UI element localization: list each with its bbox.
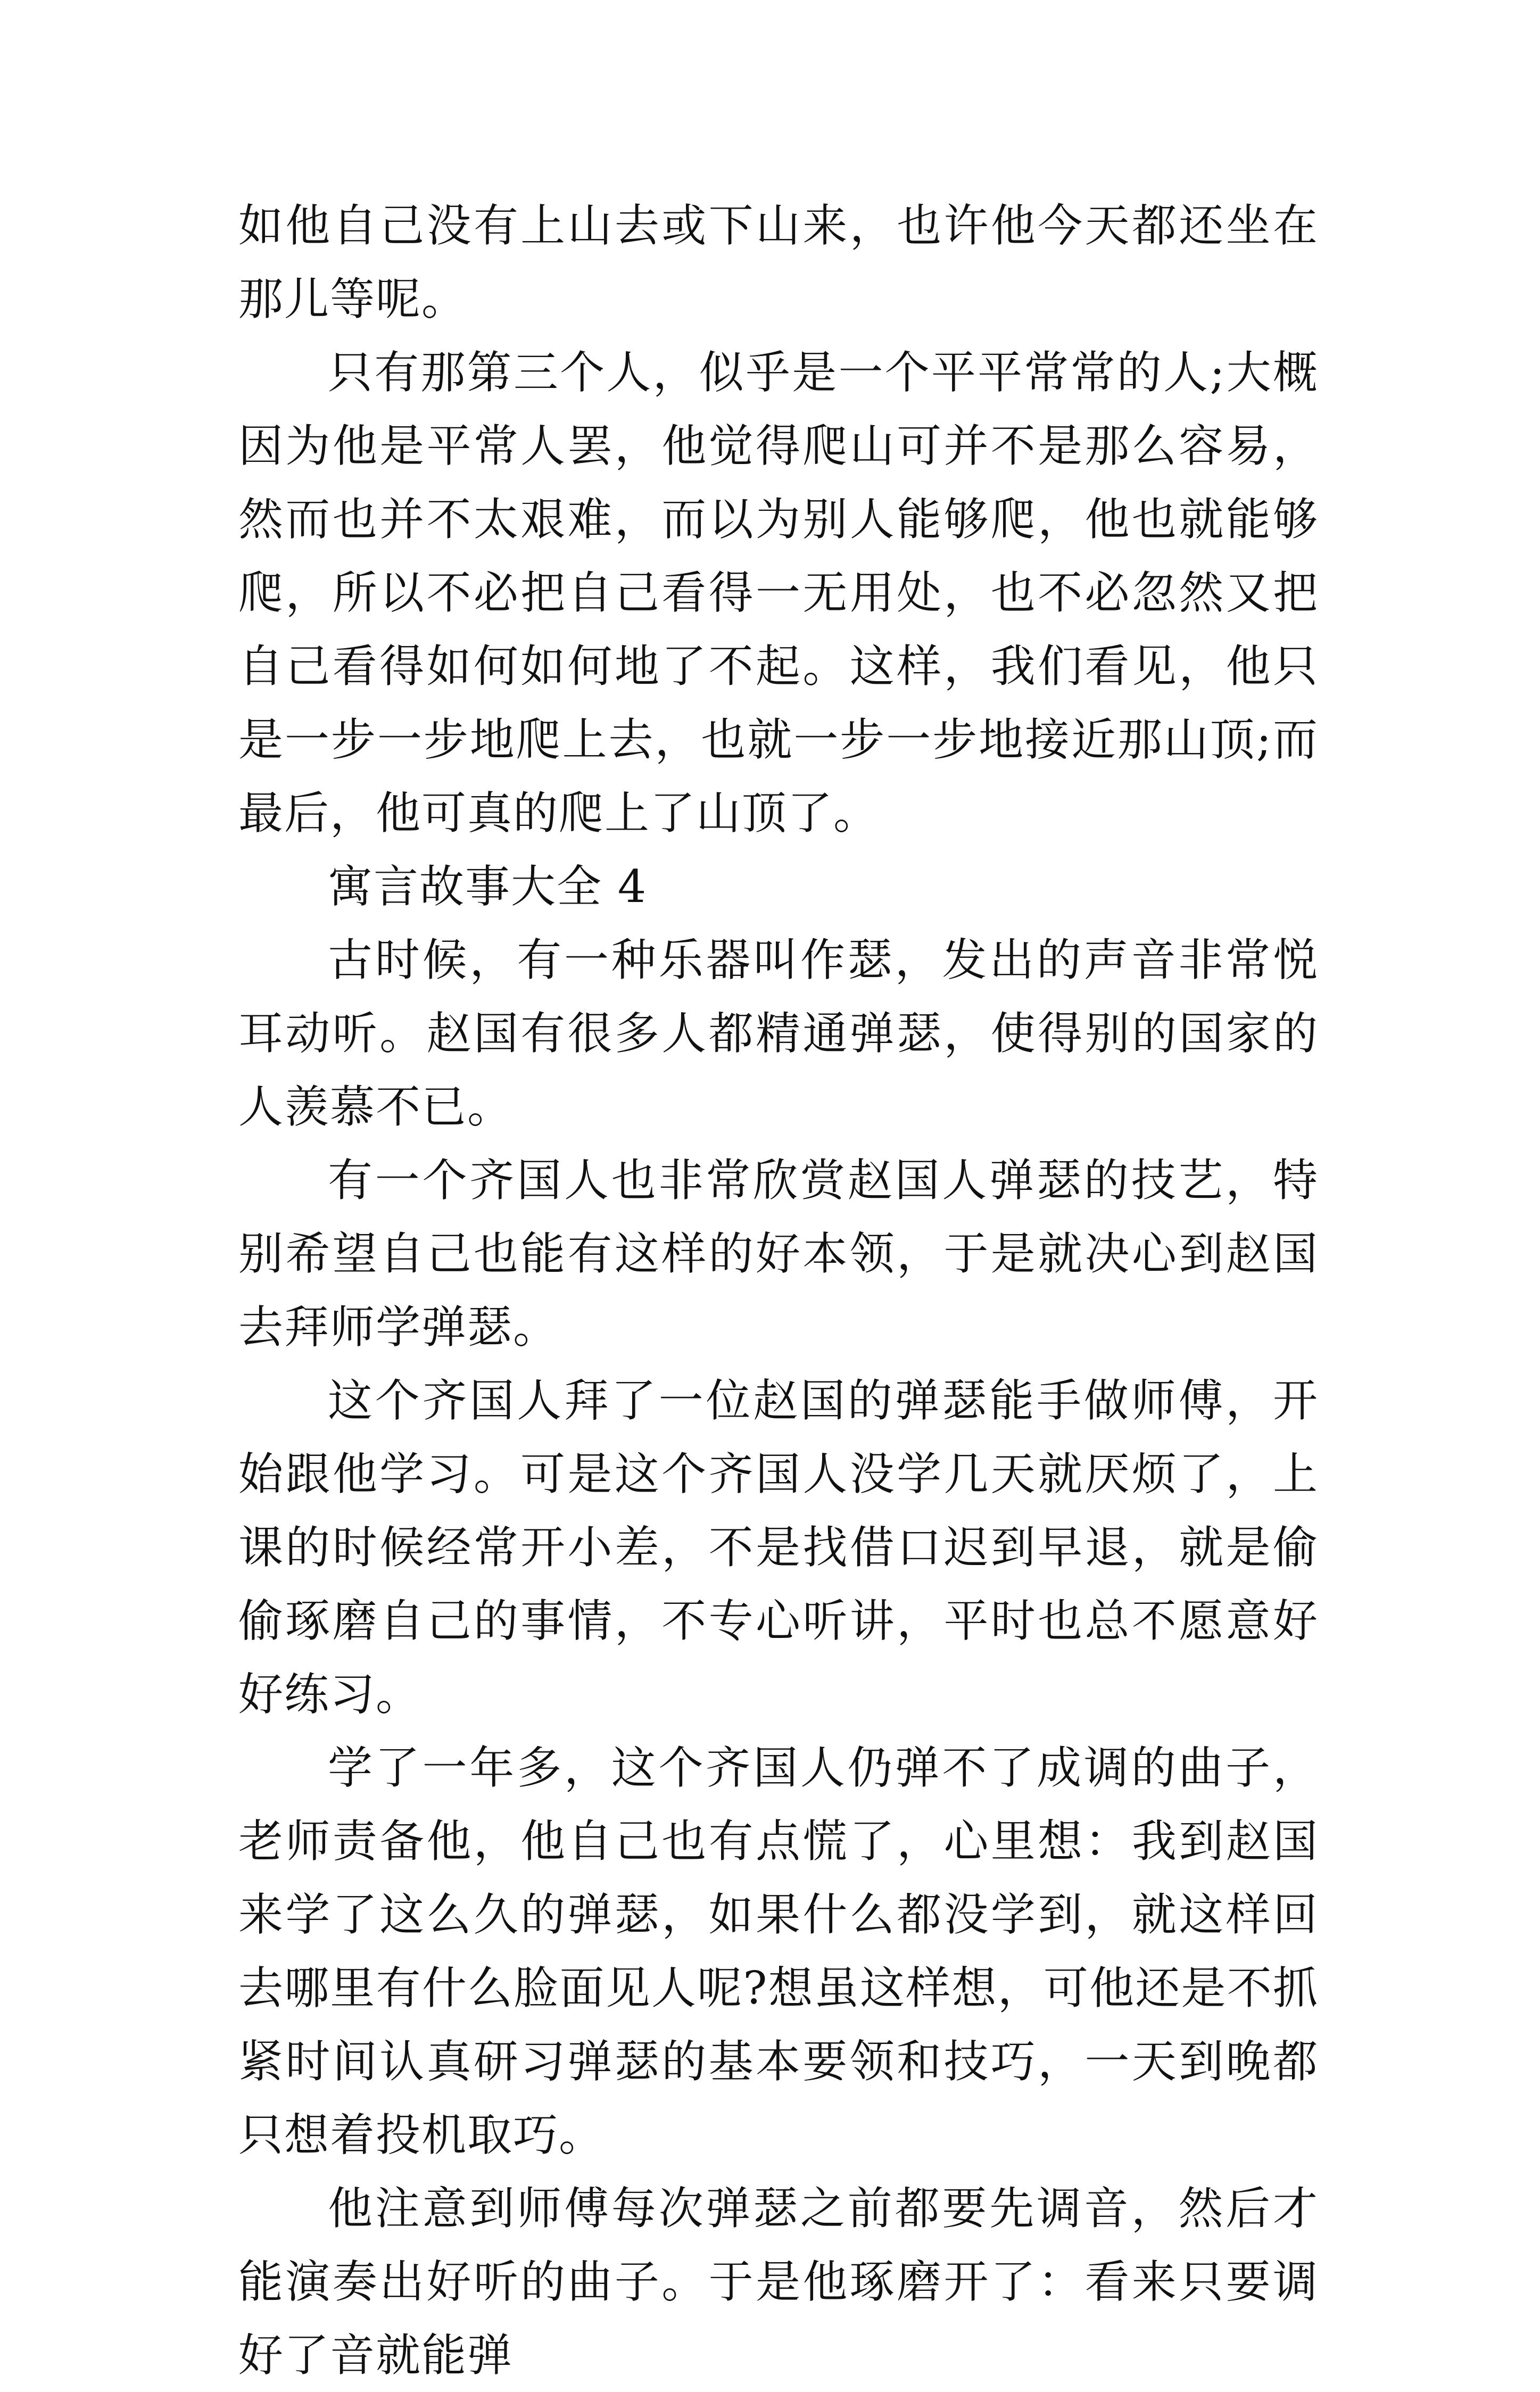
paragraph: 古时候，有一种乐器叫作瑟，发出的声音非常悦耳动听。赵国有很多人都精通弹瑟，使得别的国家的人羡慕不已。 [238, 934, 1319, 1133]
paragraph: 只有那第三个人，似乎是一个平平常常的人;大概因为他是平常人罢，他觉得爬山可并不是那么容易，然而也并不太艰难，而以为别人能够爬，他也就能够爬，所以不必把自己看得一无用处，也不必忽然又把自己看得如何如何地了不起。这样，我们看见，他只是一步一步地爬上去，也就一步一步地接近那山顶;而最后，他可真的爬上了山顶了。 [238, 346, 1319, 839]
paragraph-truncated: 他注意到师傅每次弹瑟之前都要先调音，然后才能演奏出好听的曲子。于是他琢磨开了：看来只要调好了音就能弹 [238, 2182, 1319, 2381]
document-body [238, 189, 1319, 2392]
paragraph-continued: 如他自己没有上山去或下山来，也许他今天都还坐在那儿等呢。 [238, 200, 1319, 325]
paragraph: 有一个齐国人也非常欣赏赵国人弹瑟的技艺，特别希望自己也能有这样的好本领，于是就决心到赵国去拜师学弹瑟。 [238, 1154, 1319, 1353]
paragraph: 学了一年多，这个齐国人仍弹不了成调的曲子，老师责备他，他自己也有点慌了，心里想：我到赵国来学了这么久的弹瑟，如果什么都没学到，就这样回去哪里有什么脸面见人呢?想虽这样想，可他还是不抓紧时间认真研习弹瑟的基本要领和技巧，一天到晚都只想着投机取巧。 [238, 1742, 1319, 2161]
section-heading: 寓言故事大全 4 [328, 860, 648, 913]
paragraph: 这个齐国人拜了一位赵国的弹瑟能手做师傅，开始跟他学习。可是这个齐国人没学几天就厌烦了，上课的时候经常开小差，不是找借口迟到早退，就是偷偷琢磨自己的事情，不专心听讲，平时也总不愿意好好练习。 [238, 1375, 1319, 1720]
